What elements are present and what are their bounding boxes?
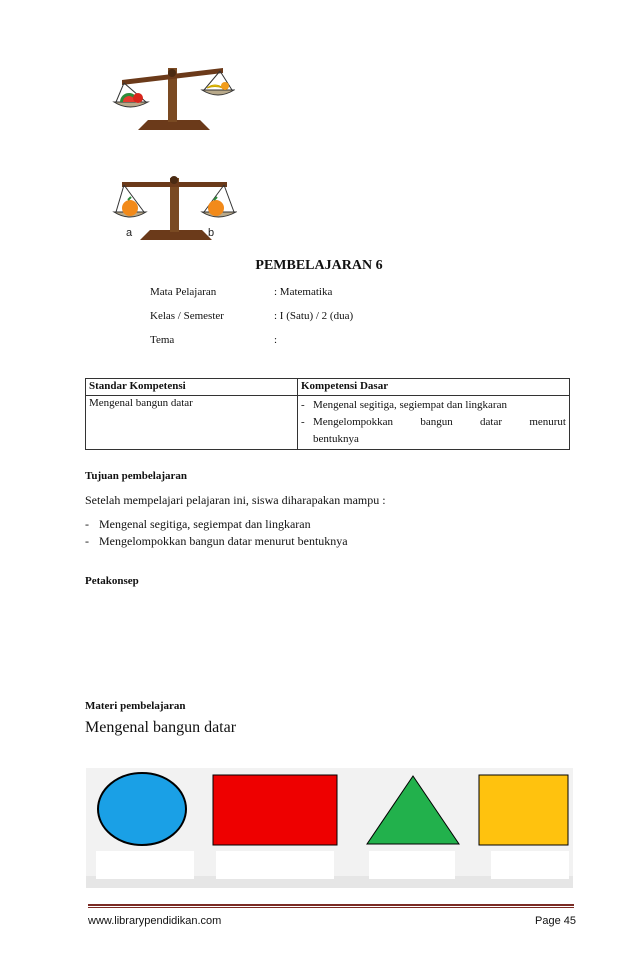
meta-key: Mata Pelajaran: [150, 286, 217, 298]
balance-scale-image-fruits: [110, 58, 235, 133]
shape-label-box: [216, 851, 334, 879]
table-header-row: [86, 379, 570, 396]
meta-value: :: [274, 334, 278, 346]
table-header: Standar Kompetensi: [86, 379, 298, 396]
table-cell-dasar: [298, 396, 570, 450]
lesson-title: PEMBELAJARAN 6: [255, 258, 383, 273]
table-header: Kompetensi Dasar: [298, 379, 570, 396]
footer-divider: [88, 907, 574, 908]
table-row: [86, 396, 570, 450]
shape-label-box: [491, 851, 569, 879]
shapes-illustration: [86, 768, 573, 888]
list-item: - Mengenal segitiga, segiempat dan lingkaran: [85, 517, 311, 531]
meta-value: : I (Satu) / 2 (dua): [274, 310, 354, 322]
list-item: - Mengenal segitiga, segiempat dan lingkaran: [301, 399, 507, 411]
list-item: - Mengelompokkan bangun datar menurut: [301, 416, 566, 428]
shape-label-box: [96, 851, 194, 879]
rectangle-shape: [213, 775, 337, 845]
balance-scale-image-oranges: [112, 170, 237, 248]
list-item-continuation: bentuknya: [313, 433, 359, 445]
meta-key: Tema: [150, 334, 175, 346]
scale-label-b: b: [208, 227, 215, 239]
section-heading-concept-map: Petakonsep: [85, 575, 139, 587]
material-subheading: Mengenal bangun datar: [85, 719, 237, 736]
shape-label-box: [369, 851, 455, 879]
square-shape: [479, 775, 568, 845]
scale-label-a: a: [126, 227, 133, 239]
list-item: - Mengelompokkan bangun datar menurut bentuknya: [85, 534, 348, 548]
meta-value: : Matematika: [274, 286, 333, 298]
section-heading-objectives: Tujuan pembelajaran: [85, 470, 187, 482]
circle-shape: [98, 773, 186, 845]
table-cell-standar: Mengenal bangun datar: [86, 396, 298, 450]
footer-divider: [88, 904, 574, 906]
footer-website: www.librarypendidikan.com: [88, 915, 222, 927]
section-heading-material: Materi pembelajaran: [85, 700, 186, 712]
competency-table: [85, 378, 570, 450]
meta-key: Kelas / Semester: [150, 310, 224, 322]
page-number: Page 45: [535, 915, 576, 927]
objectives-intro: Setelah mempelajari pelajaran ini, siswa diharapakan mampu :: [85, 493, 386, 507]
